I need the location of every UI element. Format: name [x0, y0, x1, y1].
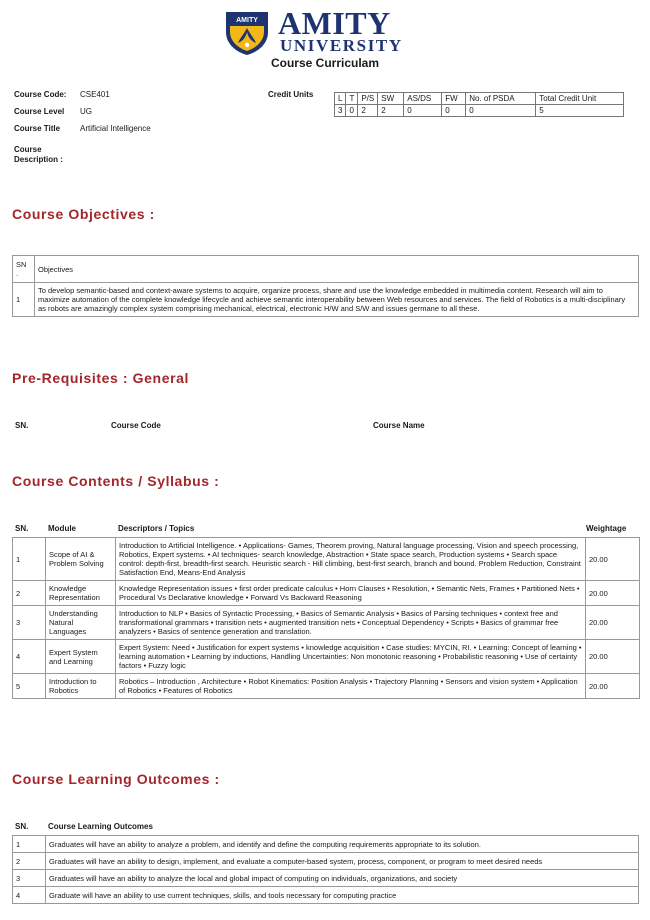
- outcomes-col-outcome: Course Learning Outcomes: [48, 822, 153, 831]
- objectives-col-objectives: Objectives: [35, 256, 639, 283]
- page-title: Course Curriculam: [270, 56, 380, 70]
- outcomes-col-sn: SN.: [15, 822, 29, 831]
- prereq-col-code: Course Code: [111, 421, 161, 430]
- table-row: [13, 853, 639, 870]
- credit-header-cell: SW: [378, 93, 404, 105]
- syllabus-descriptors: Introduction to Artificial Intelligence. • Applications- Games, Theorem proving, Natural language processing, Vision and speech processing, Robotics, Expert systems. • AI techniques- search knowledge, Abstraction • State space search, Production systems • Search space control: depth-first, breadth-first search. Heuristic search - Hill climbing, best-first search, branch and bound. Problem Reduction, Constraint Satisfaction End, Means-End Analysis: [116, 538, 586, 581]
- objective-text: To develop semantic-based and context-aware systems to acquire, organize process, share and use the knowledge embedded in multimedia content. Research will aim to maximize automation of the complete knowledge lifecycle and achieve semantic interoperability between Web resources and services. The field of Robotics is a multi-disciplinary as robots are amazingly complex system comprising mechanical, electrical, electronic H/W and S/W and issues germane to all these.: [35, 283, 639, 317]
- syllabus-sn: 5: [13, 674, 46, 699]
- outcome-sn: 4: [13, 887, 46, 904]
- logo-university-text: UNIVERSITY: [280, 36, 403, 55]
- course-title-label: Course Title: [14, 124, 61, 133]
- credit-value-cell: 0: [346, 105, 358, 117]
- syllabus-col-descriptors: Descriptors / Topics: [118, 524, 195, 533]
- table-row: [13, 538, 640, 581]
- prerequisites-heading: Pre-Requisites : General: [12, 370, 190, 386]
- credit-value-row: [335, 105, 624, 117]
- course-level-label: Course Level: [14, 107, 65, 116]
- syllabus-descriptors: Robotics – Introduction , Architecture • Robot Kinematics: Position Analysis • Trajectory Planning • Sensors and vision system • Application of Robotics • Features of Robotics: [116, 674, 586, 699]
- syllabus-weightage: 20.00: [586, 538, 640, 581]
- course-description-label-2: Description :: [14, 155, 63, 164]
- credit-value-cell: 5: [536, 105, 624, 117]
- table-row: [13, 887, 639, 904]
- outcome-sn: 1: [13, 836, 46, 853]
- prereq-col-name: Course Name: [373, 421, 425, 430]
- course-level-value: UG: [80, 107, 92, 116]
- credit-units-label: Credit Units: [268, 90, 314, 99]
- syllabus-weightage: 20.00: [586, 606, 640, 640]
- amity-logo: [222, 5, 432, 56]
- objective-sn: 1: [13, 283, 35, 317]
- credit-header-row: [335, 93, 624, 105]
- outcome-sn: 3: [13, 870, 46, 887]
- credit-header-cell: FW: [442, 93, 466, 105]
- prereq-col-sn: SN.: [15, 421, 29, 430]
- amity-crest-icon: [222, 10, 272, 56]
- objectives-col-sn: SN .: [13, 256, 35, 283]
- syllabus-module: Expert System and Learning: [46, 640, 116, 674]
- credit-units-table: [334, 92, 624, 117]
- logo-amity-text: AMITY: [278, 5, 391, 41]
- syllabus-weightage: 20.00: [586, 581, 640, 606]
- credit-header-cell: No. of PSDA: [466, 93, 536, 105]
- table-row: [13, 640, 640, 674]
- table-row: [13, 674, 640, 699]
- syllabus-descriptors: Knowledge Representation issues • first order predicate calculus • Horn Clauses • Resolution, • Semantic Nets, Frames • Partitioned Nets • Procedural Vs Declarative knowledge • Forward Vs Backward Reasoning: [116, 581, 586, 606]
- objectives-table: [12, 255, 639, 317]
- syllabus-module: Knowledge Representation: [46, 581, 116, 606]
- outcome-sn: 2: [13, 853, 46, 870]
- objectives-header-row: [13, 256, 639, 283]
- credit-value-cell: 2: [358, 105, 378, 117]
- table-row: [13, 581, 640, 606]
- learning-outcomes-heading: Course Learning Outcomes :: [12, 771, 220, 787]
- table-row: [13, 870, 639, 887]
- syllabus-weightage: 20.00: [586, 640, 640, 674]
- syllabus-col-sn: SN.: [15, 524, 29, 533]
- outcome-text: Graduates will have an ability to design, implement, and evaluate a computer-based system, process, component, or program to meet desired needs: [46, 853, 639, 870]
- outcome-text: Graduates will have an ability to analyze a problem, and identify and define the computing requirements appropriate to its solution.: [46, 836, 639, 853]
- syllabus-col-weightage: Weightage: [586, 524, 627, 533]
- outcome-text: Graduates will have an ability to analyze the local and global impact of computing on individuals, organizations, and society: [46, 870, 639, 887]
- credit-header-cell: L: [335, 93, 346, 105]
- syllabus-heading: Course Contents / Syllabus :: [12, 473, 220, 489]
- credit-header-cell: Total Credit Unit: [536, 93, 624, 105]
- credit-value-cell: 2: [378, 105, 404, 117]
- table-row: [13, 283, 639, 317]
- syllabus-descriptors: Expert System: Need • Justification for expert systems • knowledge acquisition • Case studies: MYCIN, RI. • Learning: Concept of learning • learning automation • Learning by inductions, Handling Uncertainties: Non monotonic reasoning • Probabilistic reasoning • Use of certainty factors • Fuzzy logic: [116, 640, 586, 674]
- syllabus-descriptors: Introduction to NLP • Basics of Syntactic Processing, • Basics of Semantic Analysis • Basics of Parsing techniques • context free and transformational grammars • transition nets • augmented transition nets • Conceptual Dependency • Scripts • Basics of grammar free analyzers • Basics of sentence generation and translation.: [116, 606, 586, 640]
- credit-value-cell: 3: [335, 105, 346, 117]
- outcomes-table: [12, 835, 639, 904]
- syllabus-col-module: Module: [48, 524, 76, 533]
- syllabus-weightage: 20.00: [586, 674, 640, 699]
- course-code-label: Course Code:: [14, 90, 67, 99]
- credit-header-cell: AS/DS: [404, 93, 442, 105]
- credit-value-cell: 0: [404, 105, 442, 117]
- credit-value-cell: 0: [466, 105, 536, 117]
- credit-header-cell: P/S: [358, 93, 378, 105]
- course-description-label-1: Course: [14, 145, 42, 154]
- course-objectives-heading: Course Objectives :: [12, 206, 155, 222]
- table-row: [13, 606, 640, 640]
- credit-value-cell: 0: [442, 105, 466, 117]
- credit-header-cell: T: [346, 93, 358, 105]
- course-code-value: CSE401: [80, 90, 110, 99]
- svg-text:AMITY: AMITY: [236, 17, 258, 24]
- course-title-value: Artificial Intelligence: [80, 124, 151, 133]
- syllabus-sn: 1: [13, 538, 46, 581]
- syllabus-sn: 4: [13, 640, 46, 674]
- table-row: [13, 836, 639, 853]
- syllabus-sn: 3: [13, 606, 46, 640]
- syllabus-table: [12, 537, 640, 699]
- syllabus-module: Scope of AI & Problem Solving: [46, 538, 116, 581]
- syllabus-module: Introduction to Robotics: [46, 674, 116, 699]
- syllabus-module: Understanding Natural Languages: [46, 606, 116, 640]
- syllabus-sn: 2: [13, 581, 46, 606]
- outcome-text: Graduate will have an ability to use current techniques, skills, and tools necessary for computing practice: [46, 887, 639, 904]
